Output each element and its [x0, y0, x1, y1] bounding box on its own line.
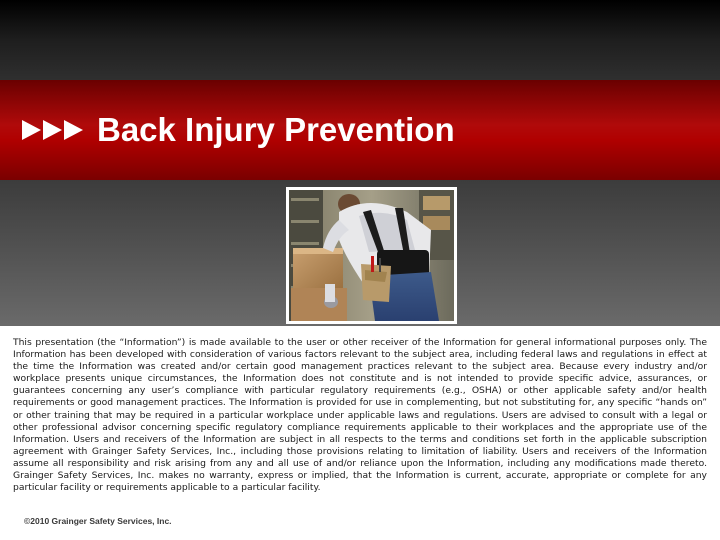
copyright-text: ©2010 Grainger Safety Services, Inc.	[24, 516, 172, 526]
title-arrows	[22, 120, 83, 140]
worker-lifting-box-photo	[289, 190, 454, 321]
title-row	[22, 110, 455, 150]
right-pointer-icon	[64, 120, 83, 140]
disclaimer-text: This presentation (the “Information”) is made available to the user or other receiver of the Information for general informational purposes only. The Information has been developed with consideration of various factors relevant to the subject area, including federal laws and regulations in effect at the time the Information was created and/or certain good management practices relevant to the subject area. Because every industry and/or workplace presents unique circumstances, the Information does not constitute and is not intended to provide specific advice, assurances, or guarantees concerning any user’s compliance with particular regulatory requirements (e.g., OSHA) or other applicable safety and/or health requirements or good management practices. The Information is provided for use in complementing, but not substituting for, any specific “hands on” or other training that may be required in a particular workplace under applicable laws and regulations. Users are advised to consult with a legal or other professional advisor concerning specific regulatory compliance requirements applicable to their workplaces and the appropriate use of the Information. Users and receivers of the Information are subject in all respects to the terms and conditions set forth in the applicable subscription agreement with Grainger Safety Services, Inc., including those provisions relating to limitation of liability. Users and receivers of the Information assume all responsibility and risk arising from any and all use of and/or reliance upon the Information, including any modifications made thereto. Grainger Safety Services, Inc. makes no warranty, express or implied, that the Information is current, accurate, appropriate or complete for any particular facility or requirements applicable to a particular facility.	[13, 337, 707, 494]
right-pointer-icon	[22, 120, 41, 140]
photo-frame	[286, 187, 457, 324]
right-pointer-icon	[43, 120, 62, 140]
slide-title: Back Injury Prevention	[97, 111, 455, 148]
